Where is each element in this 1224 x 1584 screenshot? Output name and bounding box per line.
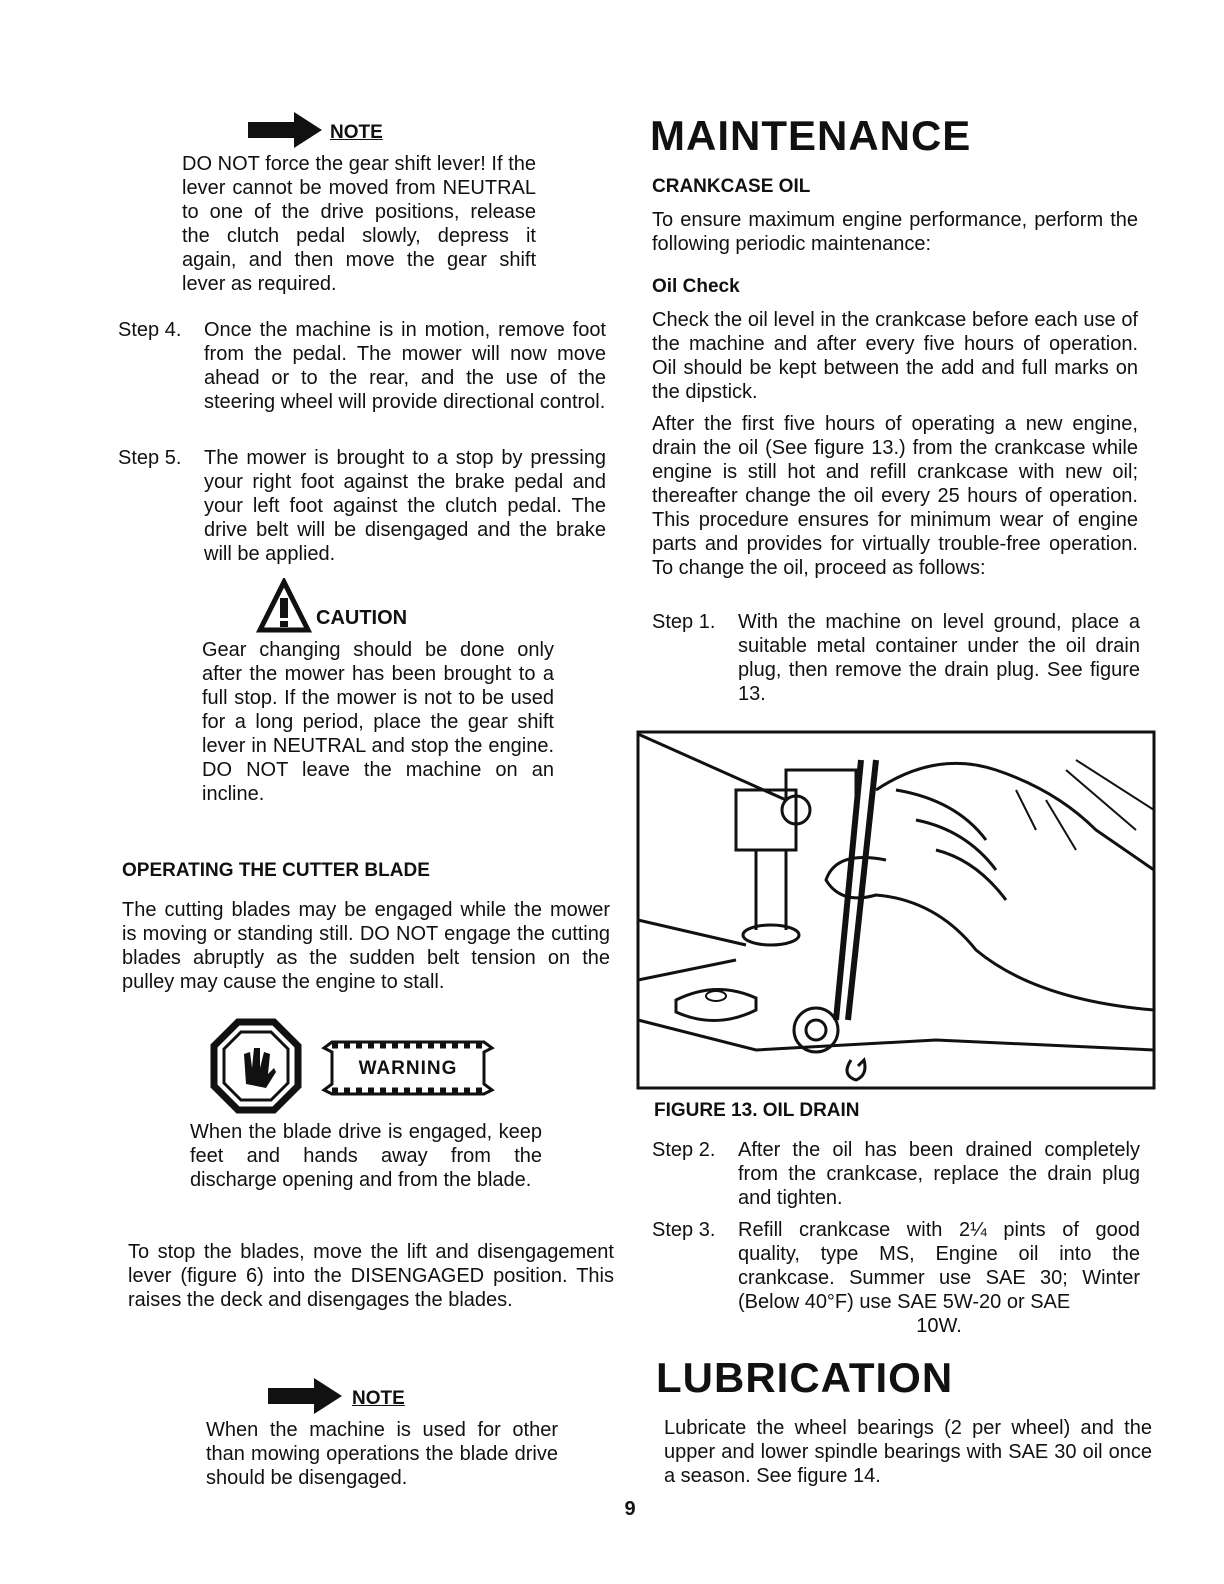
oil-change-text: After the first five hours of operating a new engine, drain the oil (See figure 13.) from the crankcase while engine is still hot and refill crankcase with new oil; thereafter change the oil every 25 hours of operation. This procedure ensures for minimum wear of engine parts and provides for virtually trouble-free operation. To change the oil, proceed as follows: (652, 413, 1138, 579)
step-text: The mower is brought to a stop by pressing your right foot against the brake pedal and your left foot against the clutch pedal. The drive belt will be disengaged and the brake will be applied. (204, 447, 606, 565)
stop-hand-icon (210, 1018, 302, 1119)
note-arrow-icon (266, 1376, 346, 1421)
step-text-last: 10W. (916, 1315, 962, 1337)
caution-triangle-icon (256, 578, 312, 639)
warning-text: When the blade drive is engaged, keep feet and hands away from the discharge opening and from the blade. (190, 1121, 542, 1191)
step-3 (652, 1218, 1140, 1338)
step-1 (652, 610, 1140, 706)
warning-label: WARNING (358, 1058, 458, 1079)
step-text: After the oil has been drained completely from the crankcase, replace the drain plug and tighten. (738, 1139, 1140, 1209)
note-label: NOTE (352, 1388, 405, 1409)
step-text: Once the machine is in motion, remove foot from the pedal. The mower will now move ahead or to the rear, and the use of the steering wheel will provide directional control. (204, 319, 606, 413)
step-text: With the machine on level ground, place a suitable metal container under the oil drain plug, then remove the drain plug. See figure 13. (738, 611, 1140, 705)
maintenance-title: MAINTENANCE (650, 112, 972, 159)
note-arrow-icon (246, 110, 326, 155)
oil-check-text: Check the oil level in the crankcase before each use of the machine and after every five hours of operation. Oil should be kept between the add and full marks on the dipstick. (652, 309, 1138, 403)
oil-drain-figure (636, 730, 1156, 1095)
note-text: DO NOT force the gear shift lever! If the lever cannot be moved from NEUTRAL to one of the drive positions, release the clutch pedal slowly, depress it again, and then move the gear shift lever as required. (182, 153, 536, 295)
page-number: 9 (624, 1498, 636, 1520)
step-2 (652, 1138, 1140, 1210)
lubrication-title: LUBRICATION (656, 1354, 954, 1401)
step-number: Step 3. (652, 1219, 716, 1241)
caution-label: CAUTION (316, 607, 408, 629)
step-text (738, 1218, 1140, 1338)
step-number: Step 4. (118, 319, 182, 341)
step-number: Step 1. (652, 611, 716, 633)
cutter-text: The cutting blades may be engaged while the mower is moving or standing still. DO NOT engage the cutting blades abruptly as the sudden belt tension on the pulley may cause the engine to stall. (122, 899, 610, 993)
note-text: When the machine is used for other than mowing operations the blade drive should be disengaged. (206, 1419, 558, 1489)
figure-caption: FIGURE 13. OIL DRAIN (654, 1100, 860, 1121)
oil-check-heading: Oil Check (652, 276, 740, 297)
step-number: Step 5. (118, 447, 182, 469)
lubrication-text: Lubricate the wheel bearings (2 per wheel) and the upper and lower spindle bearings with SAE 30 oil once a season. See figure 14. (664, 1417, 1152, 1487)
note-label: NOTE (330, 122, 383, 143)
cutter-heading: OPERATING THE CUTTER BLADE (122, 860, 430, 881)
step-number: Step 2. (652, 1139, 716, 1161)
crankcase-intro: To ensure maximum engine performance, perform the following periodic maintenance: (652, 209, 1138, 255)
caution-text: Gear changing should be done only after the mower has been brought to a full stop. If the mower is not to be used for a long period, place the gear shift lever in NEUTRAL and stop the engine. DO NOT leave the machine on an incline. (202, 639, 554, 805)
step-text-main: Refill crankcase with 2¼ pints of good quality, type MS, Engine oil into the crankcase. Summer use SAE 30; Winter (Below 40°F) use SAE 5W-20 or SAE (738, 1219, 1140, 1313)
step-5 (118, 446, 606, 566)
step-4 (118, 318, 606, 414)
crankcase-heading: CRANKCASE OIL (652, 176, 811, 197)
stop-blades-text: To stop the blades, move the lift and disengagement lever (figure 6) into the DISENGAGED position. This raises the deck and disengages the blades. (128, 1241, 614, 1311)
